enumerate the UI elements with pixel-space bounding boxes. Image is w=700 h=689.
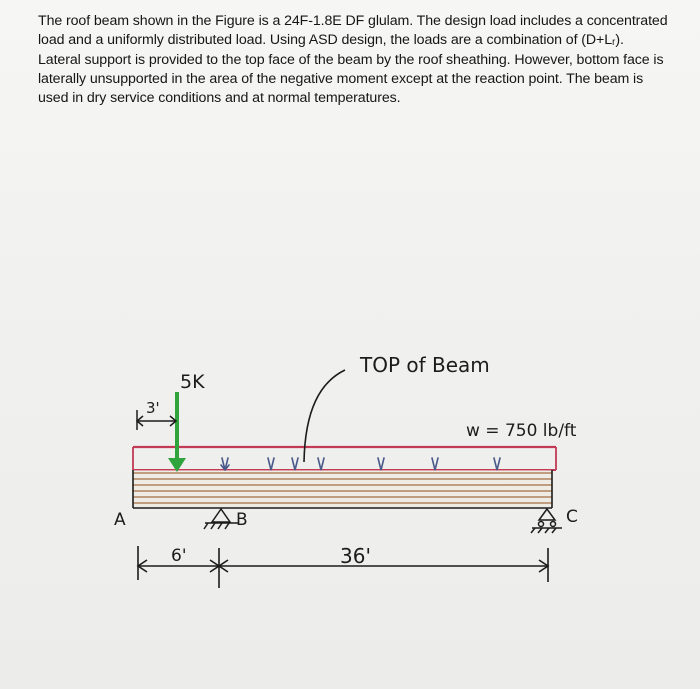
support-c-label: C xyxy=(566,507,578,527)
distributed-load-arrows xyxy=(221,458,500,470)
glulam-beam xyxy=(133,470,552,508)
top-of-beam-label: TOP of Beam xyxy=(360,353,490,377)
distributed-load-band xyxy=(133,447,556,470)
offset-dimension-label: 3' xyxy=(146,399,160,417)
point-load-label: 5K xyxy=(180,371,205,393)
overhang-length-label: 6' xyxy=(171,546,187,566)
top-of-beam-pointer xyxy=(304,370,345,462)
support-b-symbol xyxy=(204,509,238,529)
support-b-label: B xyxy=(236,510,248,530)
support-c-symbol xyxy=(531,509,562,533)
point-load-arrow xyxy=(168,392,186,472)
support-a-label: A xyxy=(114,510,126,530)
distributed-load-label: w = 750 lb/ft xyxy=(466,421,577,441)
problem-statement: The roof beam shown in the Figure is a 24F-1.8E DF glulam. The design load includes a concentrated load and a uniformly distributed load. Using ASD design, the loads are a combination of (D+Lᵣ). Lateral support is provided to the top face of the beam by the roof sheathing. However, bottom face is laterally unsupported in the area of the negative moment except at the reaction point. The beam is used in dry service conditions and at normal temperatures. xyxy=(38,13,668,107)
span-length-label: 36' xyxy=(340,544,371,568)
